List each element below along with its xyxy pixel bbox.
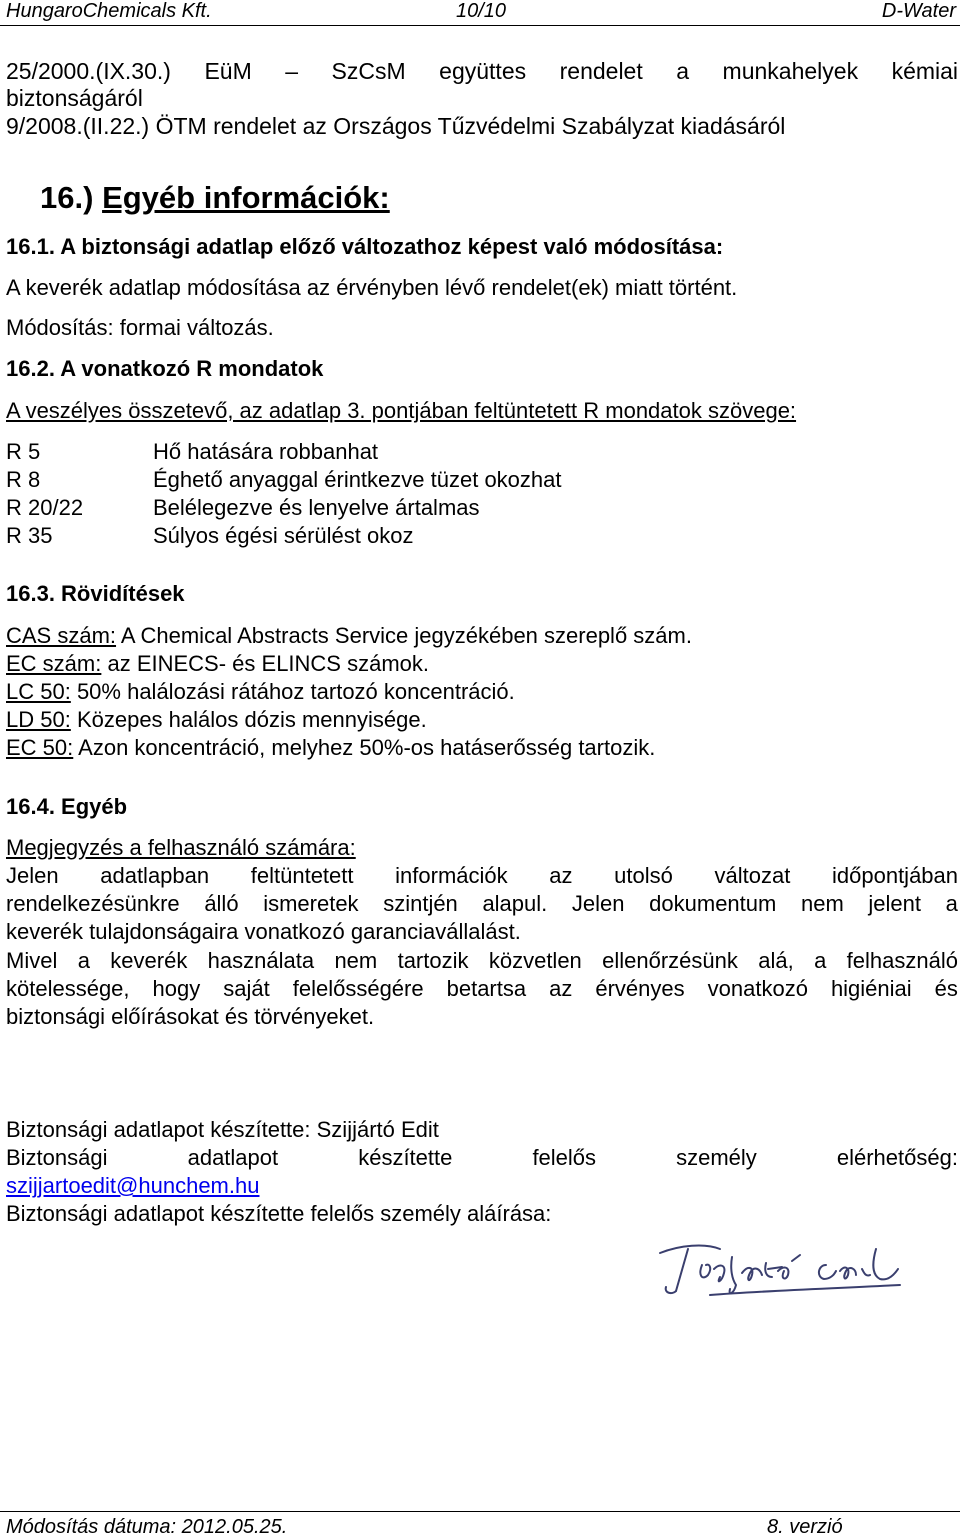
- section-16-2-subheading: A veszélyes összetevő, az adatlap 3. pontjában feltüntetett R mondatok szövege:: [6, 398, 797, 423]
- abbreviation-desc: az EINECS- és ELINCS számok.: [101, 651, 430, 676]
- note-p2-line-1: Mivel a keverék használata nem tartozik közvetlen ellenőrzésünk alá, a felhasználó: [6, 948, 958, 973]
- header-rule: [0, 25, 960, 26]
- r-phrase-code: R 20/22: [6, 495, 84, 520]
- header-page-number: 10/10: [456, 0, 507, 22]
- header-product: D-Water: [881, 0, 956, 22]
- abbreviation-desc: 50% halálozási rátához tartozó koncentráció.: [70, 679, 515, 704]
- abbreviation-term: CAS szám:: [6, 623, 117, 648]
- note-p1-line-1: Jelen adatlapban feltüntetett információk az utolsó változat időpontjában: [6, 863, 959, 888]
- note-p1-line-2: rendelkezésünkre álló ismeretek szintjén alapul. Jelen dokumentum nem jelent a: [6, 891, 958, 916]
- section-16-2-heading: 16.2. A vonatkozó R mondatok: [6, 356, 324, 381]
- abbreviation-term: LC 50:: [6, 679, 71, 704]
- contact-line: Biztonsági adatlapot készítette felelős személy elérhetőség:: [6, 1145, 958, 1170]
- r-phrase-code: R 5: [6, 439, 41, 464]
- signature-label: Biztonsági adatlapot készítette felelős személy aláírása:: [6, 1201, 552, 1226]
- r-phrase-code: R 35: [6, 523, 53, 548]
- abbreviation-term: EC 50:: [6, 735, 74, 760]
- regulation-line-1: 25/2000.(IX.30.) EüM – SzCsM együttes rendelet a munkahelyek kémiai: [6, 58, 959, 84]
- section-16-1-heading: 16.1. A biztonsági adatlap előző változathoz képest való módosítása:: [6, 234, 724, 259]
- section-16-3-heading: 16.3. Rövidítések: [6, 581, 185, 606]
- r-phrase-text: Éghető anyaggal érintkezve tüzet okozhat: [153, 467, 562, 492]
- signature-image: [650, 1235, 930, 1305]
- footer-revision-date: Módosítás dátuma: 2012.05.25.: [6, 1516, 288, 1538]
- r-phrase-text: Belélegezve és lenyelve ártalmas: [153, 495, 480, 520]
- abbreviation-desc: Közepes halálos dózis mennyisége.: [70, 707, 427, 732]
- section-16-4-heading: 16.4. Egyéb: [6, 794, 128, 819]
- regulation-line-3: 9/2008.(II.22.) ÖTM rendelet az Országos Tűzvédelmi Szabályzat kiadásáról: [6, 113, 786, 139]
- note-p2-line-2: kötelessége, hogy saját felelősségére betartsa az érvényes vonatkozó higiéniai és: [6, 976, 958, 1001]
- note-heading: Megjegyzés a felhasználó számára:: [6, 835, 356, 860]
- abbreviation-term: EC szám:: [6, 651, 102, 676]
- section-16-1-text-2: Módosítás: formai változás.: [6, 315, 274, 340]
- r-phrase-text: Súlyos égési sérülést okoz: [153, 523, 414, 548]
- section-16-heading: 16.) Egyéb információk:: [40, 180, 390, 215]
- note-p2-line-3: biztonsági előírásokat és törvényeket.: [6, 1004, 375, 1029]
- abbreviation-item: [6, 734, 655, 762]
- abbreviation-item: [6, 622, 692, 650]
- abbreviation-item: [6, 706, 427, 734]
- footer-version: 8. verzió: [767, 1516, 843, 1538]
- r-phrase-text: Hő hatására robbanhat: [153, 439, 379, 464]
- abbreviation-desc: Azon koncentráció, melyhez 50%-os hatáserősség tartozik.: [73, 735, 656, 760]
- abbreviation-item: [6, 650, 429, 678]
- abbreviation-term: LD 50:: [6, 707, 71, 732]
- r-phrase-code: R 8: [6, 467, 41, 492]
- footer-rule: [0, 1511, 960, 1512]
- header-company: HungaroChemicals Kft.: [6, 0, 212, 22]
- regulation-line-2: biztonságáról: [6, 85, 143, 111]
- abbreviation-desc: A Chemical Abstracts Service jegyzékében szereplő szám.: [116, 623, 692, 648]
- note-p1-line-3: keverék tulajdonságaira vonatkozó garanciavállalást.: [6, 919, 521, 944]
- abbreviation-item: [6, 678, 515, 706]
- prepared-by: Biztonsági adatlapot készítette: Szijjártó Edit: [6, 1117, 439, 1142]
- contact-email-link[interactable]: szijjartoedit@hunchem.hu: [6, 1173, 260, 1198]
- section-16-1-text-1: A keverék adatlap módosítása az érvényben lévő rendelet(ek) miatt történt.: [6, 275, 738, 300]
